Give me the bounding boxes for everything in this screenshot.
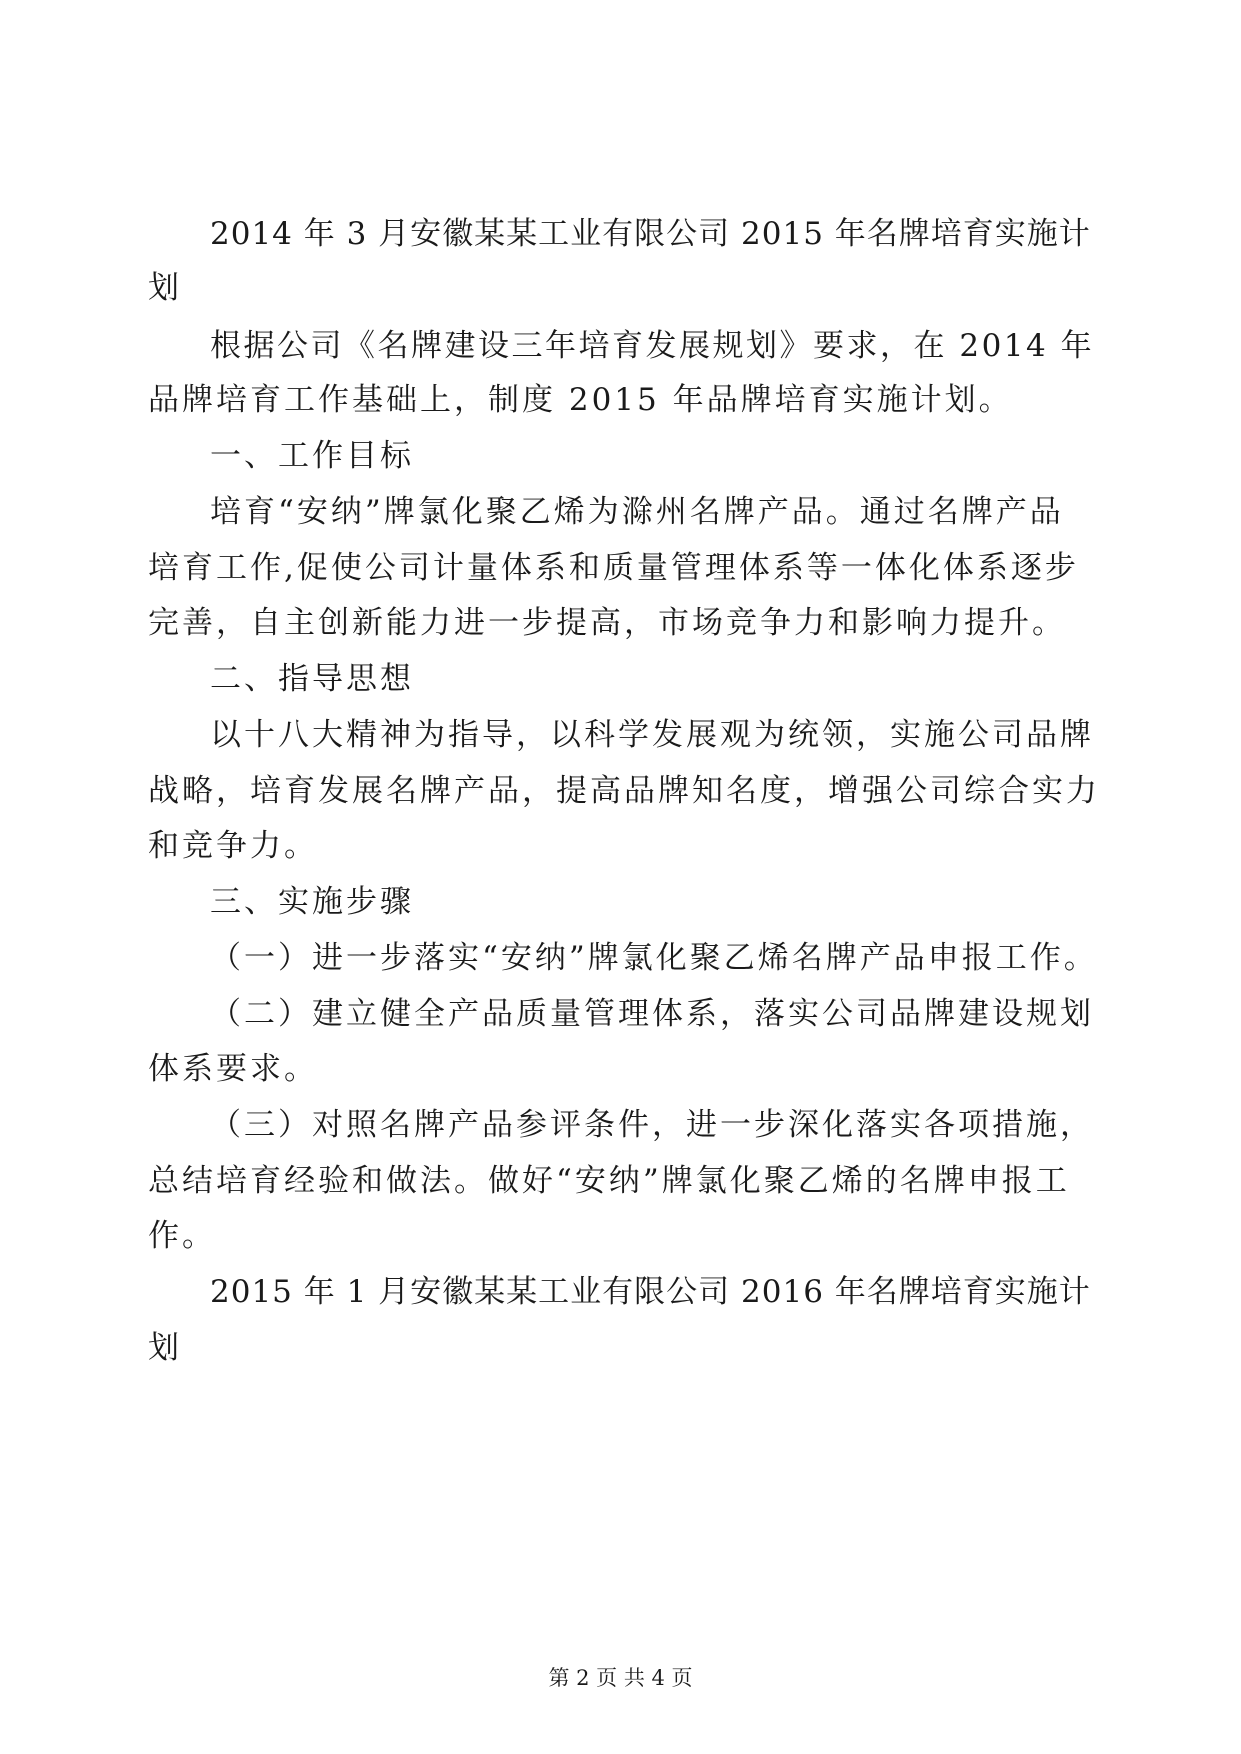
- text-line: 划: [148, 270, 182, 306]
- text-line: （三）对照名牌产品参评条件，进一步深化落实各项措施，: [210, 1107, 1094, 1143]
- text-line: 培育“安纳”牌氯化聚乙烯为滁州名牌产品。通过名牌产品: [210, 494, 1064, 530]
- text-line: 根据公司《名牌建设三年培育发展规划》要求，在 2014 年: [210, 328, 1095, 364]
- text-line: 培育工作,促使公司计量体系和质量管理体系等一体化体系逐步: [148, 550, 1079, 586]
- section-heading: 三、实施步骤: [210, 884, 414, 920]
- text-line: 2015 年 1 月安徽某某工业有限公司 2016 年名牌培育实施计: [210, 1274, 1091, 1310]
- text-line: 以十八大精神为指导，以科学发展观为统领，实施公司品牌: [210, 717, 1094, 753]
- text-line: 2014 年 3 月安徽某某工业有限公司 2015 年名牌培育实施计: [210, 216, 1091, 252]
- text-line: 战略，培育发展名牌产品，提高品牌知名度，增强公司综合实力: [148, 773, 1100, 809]
- text-line: 划: [148, 1330, 182, 1366]
- section-heading: 一、工作目标: [210, 438, 414, 474]
- text-line: 总结培育经验和做法。做好“安纳”牌氯化聚乙烯的名牌申报工: [148, 1163, 1070, 1199]
- text-line: （二）建立健全产品质量管理体系，落实公司品牌建设规划: [210, 996, 1094, 1032]
- text-line: 作。: [148, 1218, 216, 1254]
- text-line: （一）进一步落实“安纳”牌氯化聚乙烯名牌产品申报工作。: [210, 940, 1098, 976]
- text-line: 完善，自主创新能力进一步提高，市场竞争力和影响力提升。: [148, 605, 1066, 641]
- text-line: 体系要求。: [148, 1051, 318, 1087]
- page-number-footer: 第 2 页 共 4 页: [548, 1666, 693, 1690]
- section-heading: 二、指导思想: [210, 661, 414, 697]
- text-line: 品牌培育工作基础上，制度 2015 年品牌培育实施计划。: [148, 382, 1013, 418]
- text-line: 和竞争力。: [148, 828, 318, 864]
